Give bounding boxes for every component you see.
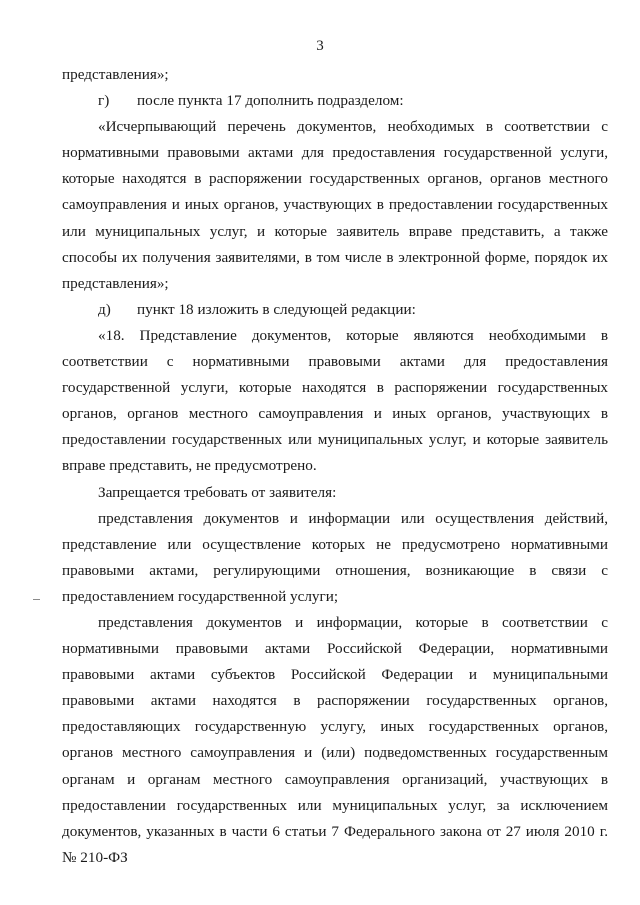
paragraph-prohibition-intro: Запрещается требовать от заявителя: [98, 483, 337, 501]
document-body [62, 62, 608, 871]
paragraph-subsection-title: «Исчерпывающий перечень документов, необходимых в соответствии с нормативными правовыми актами для предоставления государственной услуги, которые находятся в распоряжении государственных органов, органов местного самоуправления и иных органов, участвующих в предоставлении государственных или муниципальных услуг, и которые заявитель вправе представить, а также способы их получения заявителями, в том числе в электронной форме, порядок их представления»; [62, 118, 608, 292]
list-item-g-text: после пункта 17 дополнить подразделом: [137, 92, 404, 110]
paragraph-prohibition-2: представления документов и информации, которые в соответствии с нормативными правовыми актами Российской Федерации, нормативными правовыми актами субъектов Российской Федерации и муниципальными правовыми актами находятся в распоряжении государственных органов, предоставляющих государственную услугу, иных государственных органов, органов местного самоуправления и (или) подведомственных государственным органам и органам местного самоуправления организаций, участвующих в предоставлении государственных или муниципальных услуг, за исключением документов, указанных в части 6 статьи 7 Федерального закона от 27 июля 2010 г. № 210-ФЗ [62, 613, 608, 866]
list-item-d [62, 297, 608, 323]
list-item-g [62, 88, 608, 114]
paragraph-point-18: «18. Представление документов, которые являются необходимыми в соответствии с нормативными правовыми актами для предоставления государственной услуги, которые находятся в распоряжении государственных органов, органов местного самоуправления и иных органов, участвующих в предоставлении государственных или муниципальных услуг, и которые заявитель вправе представить, не предусмотрено. [62, 326, 608, 475]
paragraph-prohibition-1: представления документов и информации или осуществления действий, представление или осуществление которых не предусмотрено нормативными правовыми актами, регулирующими отношения, возникающие в связи с предоставлением государственной услуги; [62, 509, 608, 605]
paragraph-continuation: представления»; [62, 66, 169, 83]
margin-mark [33, 599, 40, 600]
list-item-d-text: пункт 18 изложить в следующей редакции: [137, 300, 416, 318]
page-number: 3 [316, 38, 324, 54]
list-marker-d: д) [98, 300, 111, 318]
list-marker-g: г) [98, 92, 110, 110]
